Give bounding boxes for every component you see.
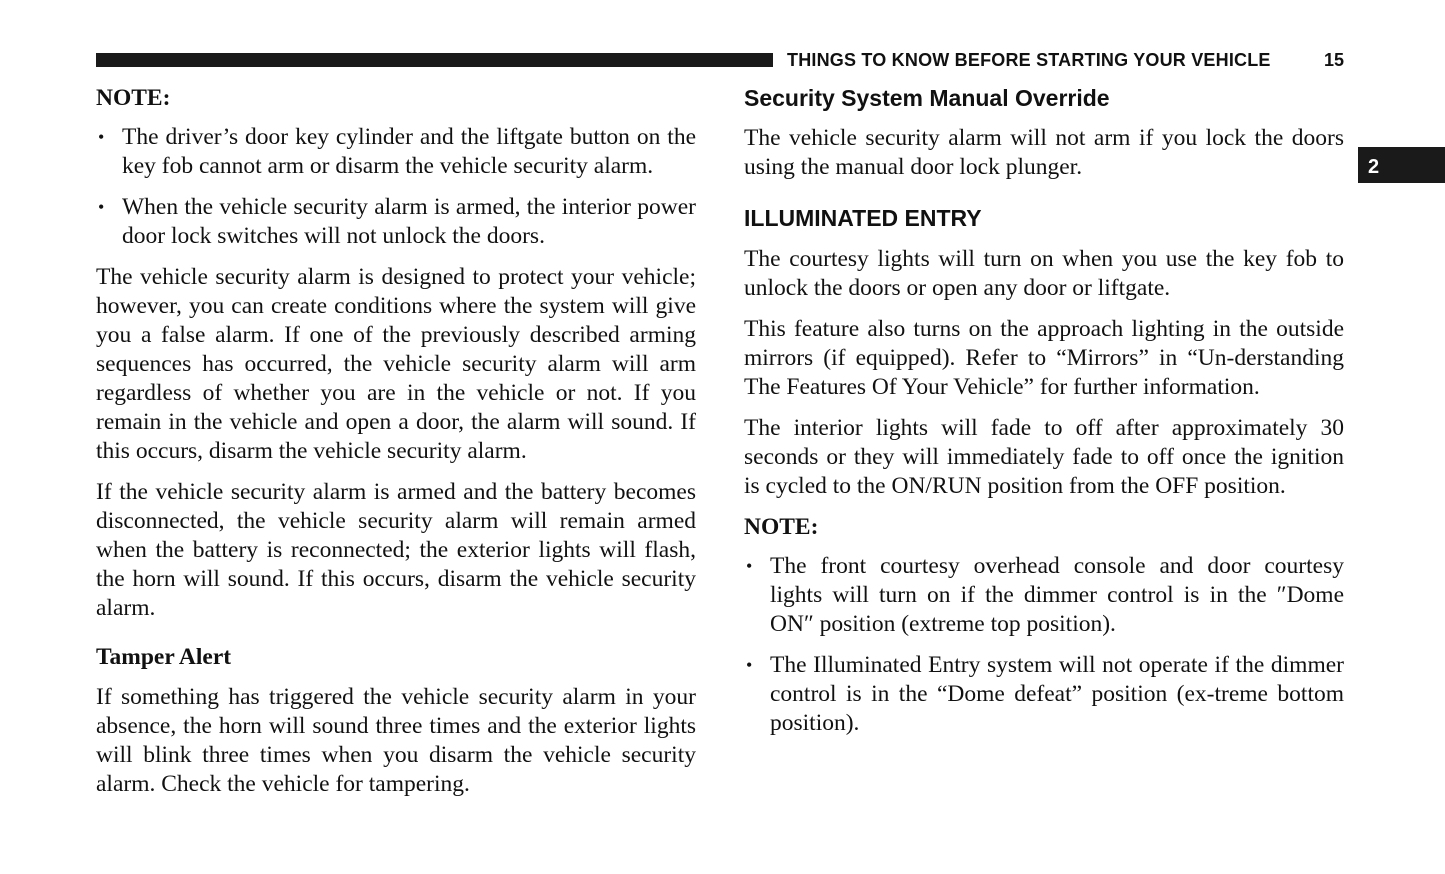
manual-override-heading: Security System Manual Override: [744, 85, 1110, 111]
body-paragraph: The interior lights will fade to off after approximately 30 seconds or they will immediately fade to off once the ignition is cycled to the ON/RUN position from the OFF position.: [744, 415, 1344, 499]
note-bullet-list: [96, 123, 696, 251]
body-paragraph: This feature also turns on the approach lighting in the outside mirrors (if equipped). Refer to “Mirrors” in “Un-derstanding The Features Of Your Vehicle” for further information.: [744, 316, 1344, 400]
body-paragraph: The vehicle security alarm is designed to protect your vehicle; however, you can create conditions where the system will give you a false alarm. If one of the previously described arming sequences has occurred, the vehicle security alarm will arm regardless of whether you are in the vehicle or not. If you remain in the vehicle and open a door, the alarm will sound. If this occurs, disarm the vehicle security alarm.: [96, 264, 696, 464]
note-label: NOTE:: [96, 85, 171, 111]
body-paragraph: The courtesy lights will turn on when you use the key fob to unlock the doors or open any door or liftgate.: [744, 246, 1344, 301]
note-bullet-text: The driver’s door key cylinder and the liftgate button on the key fob cannot arm or disarm the vehicle security alarm.: [122, 124, 696, 179]
running-header-title: THINGS TO KNOW BEFORE STARTING YOUR VEHICLE: [787, 50, 1271, 70]
right-column: [744, 84, 1344, 750]
note-label: NOTE:: [744, 514, 819, 540]
chapter-tab: 2: [1358, 147, 1445, 183]
note-bullet-item: [744, 651, 1344, 738]
note-bullet-item: [744, 552, 1344, 639]
page-number: 15: [1324, 50, 1345, 70]
manual-override-paragraph: The vehicle security alarm will not arm if you lock the doors using the manual door lock plunger.: [744, 125, 1344, 180]
bullet-icon: •: [746, 556, 753, 576]
note-bullet-item: [96, 123, 696, 181]
note-bullet-text: The front courtesy overhead console and door courtesy lights will turn on if the dimmer control is in the ″Dome ON″ position (extreme top position).: [770, 553, 1344, 637]
left-column: [96, 84, 696, 811]
bullet-icon: •: [746, 655, 753, 675]
illuminated-entry-heading: ILLUMINATED ENTRY: [744, 205, 982, 231]
note-bullet-item: [96, 193, 696, 251]
note-bullet-text: When the vehicle security alarm is armed, the interior power door lock switches will not unlock the doors.: [122, 194, 696, 249]
header-rule: [96, 53, 773, 67]
tamper-alert-paragraph: If something has triggered the vehicle security alarm in your absence, the horn will sound three times and the exterior lights will blink three times when you disarm the vehicle security alarm. Check the vehicle for tampering.: [96, 684, 696, 797]
note-bullet-list: [744, 552, 1344, 738]
note-bullet-text: The Illuminated Entry system will not operate if the dimmer control is in the “Dome defeat” position (ex-treme bottom position).: [770, 652, 1344, 736]
bullet-icon: •: [98, 127, 105, 147]
body-paragraph: If the vehicle security alarm is armed and the battery becomes disconnected, the vehicle security alarm will remain armed when the battery is reconnected; the exterior lights will flash, the horn will sound. If this occurs, disarm the vehicle security alarm.: [96, 479, 696, 621]
tamper-alert-heading: Tamper Alert: [96, 644, 232, 670]
bullet-icon: •: [98, 197, 105, 217]
